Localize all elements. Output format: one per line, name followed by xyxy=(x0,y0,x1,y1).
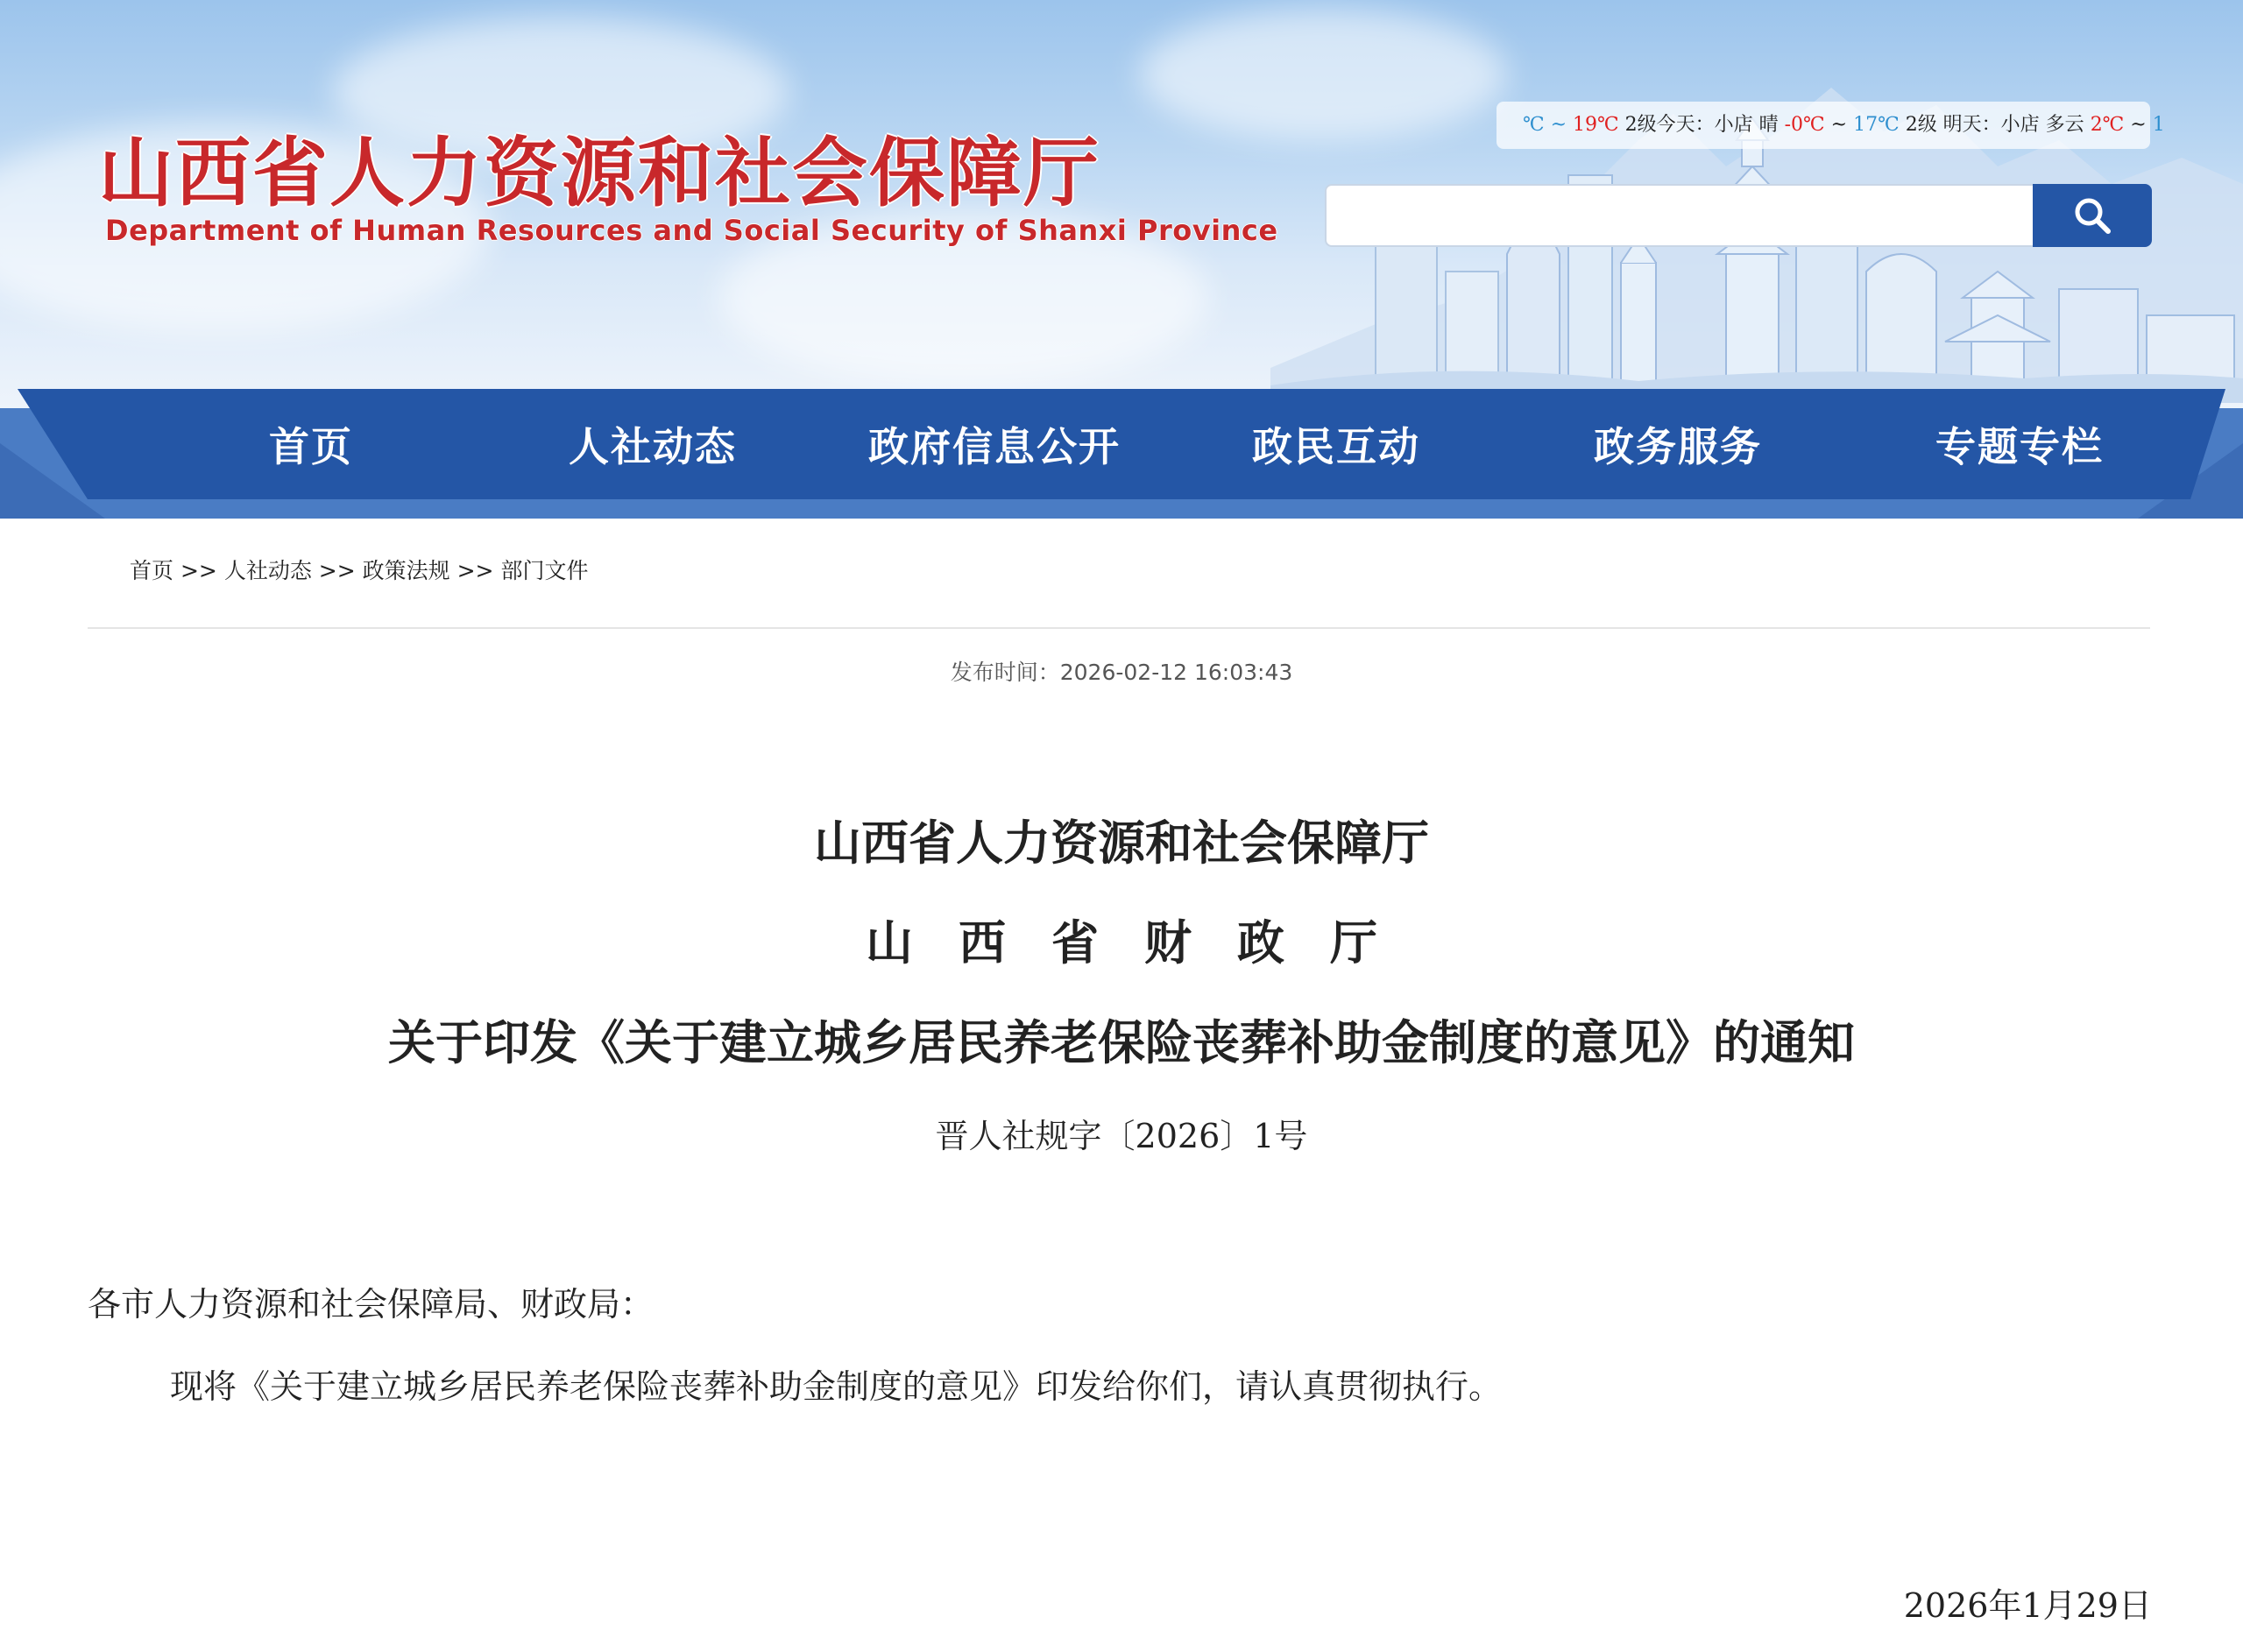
nav-item-gov-info[interactable]: 政府信息公开 xyxy=(868,423,1121,470)
document-number: 晋人社规字〔2026〕1号 xyxy=(935,1117,1308,1155)
breadcrumb-separator: >> xyxy=(449,558,501,583)
weather-text: -0℃ xyxy=(1784,114,1825,136)
site-logo-title[interactable]: 山西省人力资源和社会保障厅 xyxy=(98,130,1100,217)
breadcrumb-link-home[interactable]: 首页 xyxy=(130,558,174,583)
breadcrumb-link-dept-docs[interactable]: 部门文件 xyxy=(500,558,589,583)
weather-text: 19℃ xyxy=(1573,114,1619,136)
signature-date: 2026年1月29日 xyxy=(1903,1586,2152,1625)
weather-text: 2级 明天：小店 多云 xyxy=(1899,114,2091,136)
weather-text: 17℃ xyxy=(1853,114,1900,136)
breadcrumb-link-hr-news[interactable]: 人社动态 xyxy=(223,558,312,583)
article-title: 关于印发《关于建立城乡居民养老保险丧葬补助金制度的意见》的通知 xyxy=(388,1014,1855,1070)
breadcrumb-link-policy[interactable]: 政策法规 xyxy=(362,558,450,583)
search-icon xyxy=(2072,195,2112,236)
breadcrumb xyxy=(130,554,588,585)
search-button[interactable] xyxy=(2033,184,2152,247)
body-paragraph: 现将《关于建立城乡居民养老保险丧葬补助金制度的意见》印发给你们，请认真贯彻执行。 xyxy=(170,1367,1503,1406)
issuer-line-2: 山西省财政厅 xyxy=(866,914,1423,971)
main-navigation xyxy=(53,389,2190,499)
nav-item-special-topics[interactable]: 专题专栏 xyxy=(1935,423,2104,470)
weather-text: 2℃ xyxy=(2090,114,2125,136)
weather-text: ~ xyxy=(2124,114,2153,136)
site-logo-subtitle[interactable]: Department of Human Resources and Social Security of Shanxi Province xyxy=(105,214,1278,247)
breadcrumb-separator: >> xyxy=(173,558,224,583)
weather-text: ℃ ~ xyxy=(1523,114,1574,136)
weather-text: ~ xyxy=(1824,114,1854,136)
publish-time: 发布时间：2026-02-12 16:03:43 xyxy=(950,660,1293,685)
nav-item-hr-news[interactable]: 人社动态 xyxy=(569,423,737,470)
search-input[interactable] xyxy=(1325,184,2033,247)
search-bar xyxy=(1325,184,2152,247)
breadcrumb-separator: >> xyxy=(311,558,363,583)
weather-text: 1 xyxy=(2152,114,2165,136)
nav-item-services[interactable]: 政务服务 xyxy=(1594,423,1762,470)
weather-ticker xyxy=(1497,102,2165,149)
weather-text: 2级今天：小店 晴 xyxy=(1618,114,1785,136)
recipients-line: 各市人力资源和社会保障局、财政局： xyxy=(88,1285,655,1324)
nav-item-interaction[interactable]: 政民互动 xyxy=(1252,423,1420,470)
content-divider xyxy=(88,627,2150,629)
nav-item-home[interactable]: 首页 xyxy=(269,423,353,470)
site-header xyxy=(0,0,2243,412)
issuer-line-1: 山西省人力资源和社会保障厅 xyxy=(814,815,1429,871)
